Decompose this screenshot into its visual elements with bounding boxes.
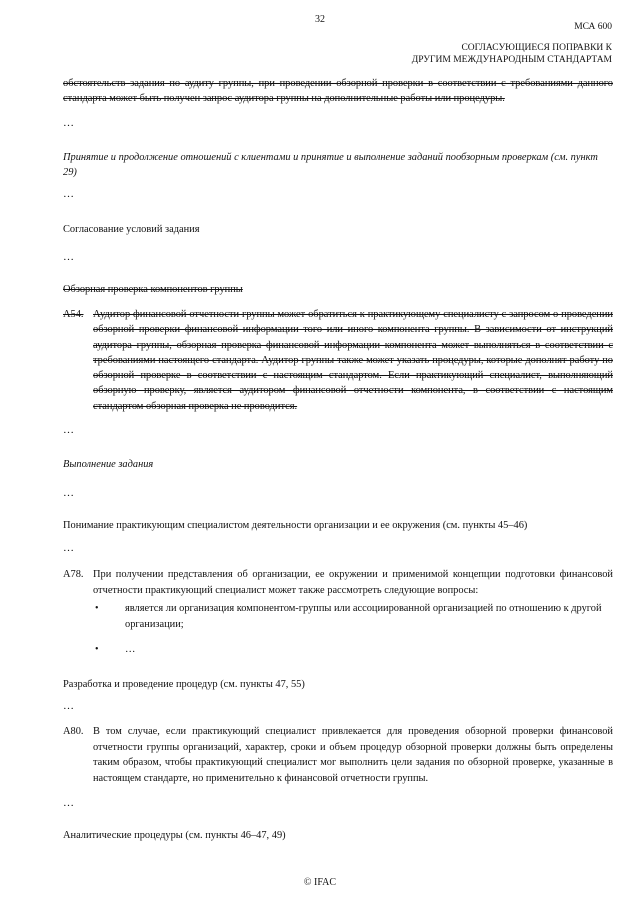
standard-code: МСА 600: [574, 22, 612, 32]
running-header-line-1: СОГЛАСУЮЩИЕСЯ ПОПРАВКИ К: [461, 43, 612, 53]
a78-number: A78.: [63, 569, 84, 580]
running-header: [412, 43, 612, 66]
page-number: 32: [315, 14, 325, 25]
ellipsis: …: [63, 797, 75, 809]
heading-terms: Согласование условий задания: [63, 224, 200, 235]
heading-acceptance: Принятие и продолжение отношений с клиентами и принятие и выполнение заданий пообзорным проверкам (см. пункт 29): [63, 152, 598, 178]
ellipsis: …: [63, 251, 75, 263]
running-header-line-2: ДРУГИМ МЕЖДУНАРОДНЫМ СТАНДАРТАМ: [411, 54, 612, 65]
bullet-icon: •: [95, 603, 99, 614]
a78-bullet-1: является ли организация компонентом-группы или ассоциированной организацией по отношению к другой организации;: [125, 603, 602, 630]
ellipsis: …: [63, 188, 75, 200]
a78-bullet-2: …: [125, 644, 136, 655]
intro-struck-text: обстоятельств задания по аудиту группы, при проведении обзорной проверки в соответствии с требованиями данного стандарта может быть получен запрос аудитора группы на дополнительные работы или процедуры.: [63, 78, 613, 104]
heading-design: Разработка и проведение процедур (см. пункты 47, 55): [63, 679, 305, 690]
heading-component-struck: Обзорная проверка компонентов группы: [63, 284, 243, 295]
ellipsis: …: [63, 117, 75, 129]
a54-number: A54.: [63, 309, 84, 320]
a78-text: При получении представления об организации, ее окружении и применимой концепции подготовки финансовой отчетности практикующий специалист может также рассмотреть следующие вопросы:: [93, 569, 613, 596]
bullet-icon: •: [95, 644, 99, 655]
a54-text: Аудитор финансовой отчетности группы может обратиться к практикующему специалисту с запросом о проведении обзорной проверки финансовой информации того или иного компонента группы. В зависимости от инструкций аудитора группы, обзорная проверка финансовой информации компонента может выполняться в соответствии с требованиями настоящего стандарта. Аудитор группы также может указать процедуры, которые дополнят работу по обзорной проверке в соответствии с настоящим стандартом. Если практикующий специалист, выполняющий обзорную проверку, является аудитором финансовой отчетности компонента, в соответствии с настоящим стандартом обзорная проверка не проводится.: [93, 309, 613, 412]
ellipsis: …: [63, 542, 75, 554]
a80-text: В том случае, если практикующий специалист привлекается для проведения обзорной проверки финансовой отчетности группы организаций, характер, сроки и объем процедур обзорной проверки должны быть определены таким образом, чтобы практикующий специалист мог выполнить цели задания по обзорной проверке, указанные в настоящем стандарте, но применительно к финансовой отчетности группы.: [93, 726, 613, 784]
heading-analytical: Аналитические процедуры (см. пункты 46–47, 49): [63, 830, 286, 841]
footer-copyright: © IFAC: [303, 877, 337, 888]
ellipsis: …: [63, 424, 75, 436]
a80-number: A80.: [63, 726, 84, 737]
heading-understanding: Понимание практикующим специалистом деятельности организации и ее окружения (см. пункты 45–46): [63, 520, 528, 531]
heading-performing: Выполнение задания: [63, 459, 154, 470]
ellipsis: …: [63, 700, 75, 712]
ellipsis: …: [63, 487, 75, 499]
